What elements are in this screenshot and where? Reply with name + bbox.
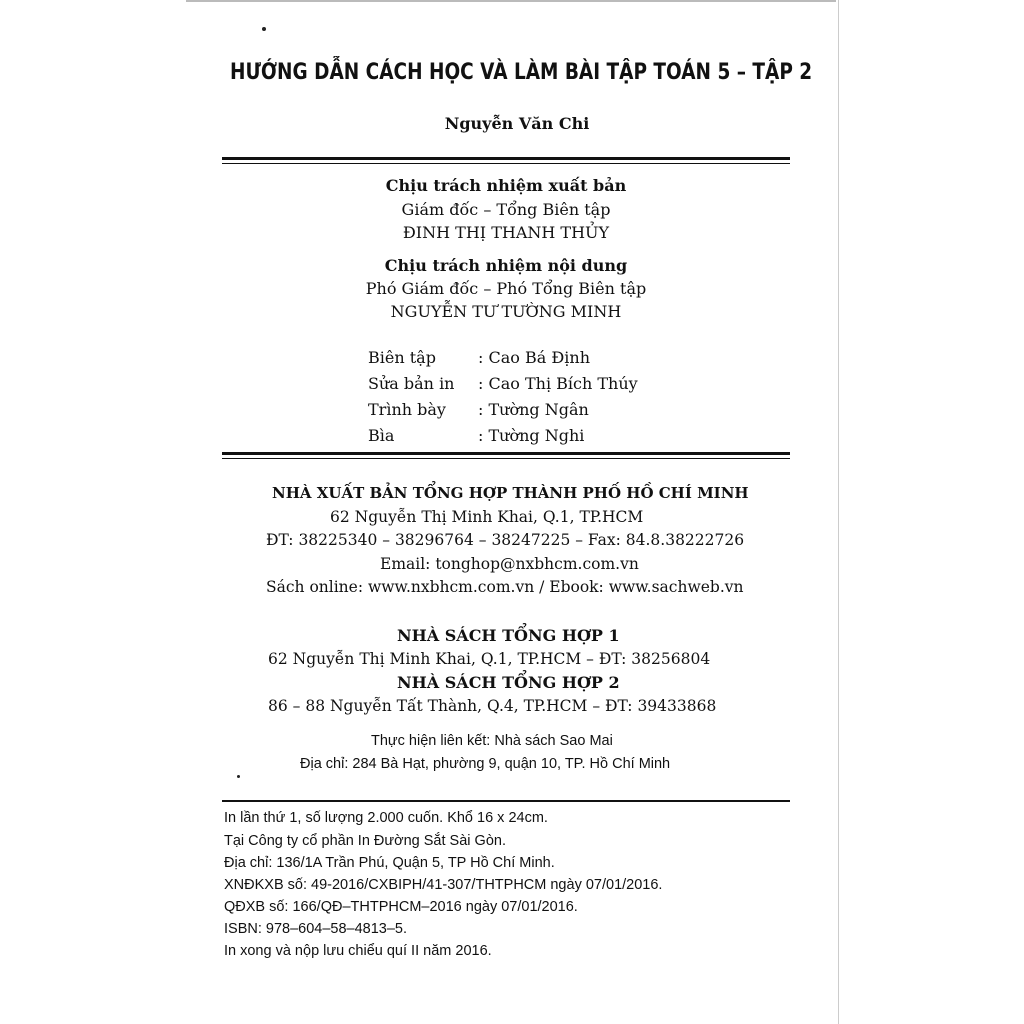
publisher-email: Email: tonghop@nxbhcm.com.vn xyxy=(380,555,639,573)
page-top-edge xyxy=(186,0,836,2)
publishing-responsibility-heading: Chịu trách nhiệm xuất bản xyxy=(385,176,627,195)
printing-line: In xong và nộp lưu chiểu quí II năm 2016. xyxy=(224,943,492,959)
printing-line: XNĐKXB số: 49-2016/CXBIPH/41-307/THTPHCM ngày 07/01/2016. xyxy=(224,877,663,893)
staff-value: : Cao Thị Bích Thúy xyxy=(478,374,638,393)
content-responsibility-name: NGUYỄN TƯ TƯỜNG MINH xyxy=(390,302,622,321)
page-right-edge xyxy=(838,0,839,1024)
double-rule-middle-thin xyxy=(222,458,790,459)
staff-value: : Tường Nghi xyxy=(478,426,585,445)
publisher-name: NHÀ XUẤT BẢN TỔNG HỢP THÀNH PHỐ HỒ CHÍ MINH xyxy=(272,484,749,502)
bookstore-1-info: 62 Nguyễn Thị Minh Khai, Q.1, TP.HCM – ĐT: 38256804 xyxy=(268,650,711,668)
publisher-phones: ĐT: 38225340 – 38296764 – 38247225 – Fax: 84.8.38222726 xyxy=(266,531,745,549)
staff-label: Bìa xyxy=(368,426,395,445)
publisher-address: 62 Nguyễn Thị Minh Khai, Q.1, TP.HCM xyxy=(330,508,644,526)
content-responsibility-heading: Chịu trách nhiệm nội dung xyxy=(384,256,628,275)
printing-line: In lần thứ 1, số lượng 2.000 cuốn. Khổ 16 x 24cm. xyxy=(224,810,548,826)
staff-label: Trình bày xyxy=(368,400,446,419)
printing-line: QĐXB số: 166/QĐ–THTPHCM–2016 ngày 07/01/2016. xyxy=(224,899,578,915)
double-rule-middle xyxy=(222,452,790,455)
printing-line: Địa chỉ: 136/1A Trần Phú, Quận 5, TP Hồ Chí Minh. xyxy=(224,855,555,871)
publishing-responsibility-role: Giám đốc – Tổng Biên tập xyxy=(401,200,611,219)
staff-label: Biên tập xyxy=(368,348,436,367)
content-responsibility-role: Phó Giám đốc – Phó Tổng Biên tập xyxy=(365,279,647,298)
publisher-online: Sách online: www.nxbhcm.com.vn / Ebook: www.sachweb.vn xyxy=(266,578,744,596)
partner-line: Thực hiện liên kết: Nhà sách Sao Mai xyxy=(371,733,613,749)
book-author: Nguyễn Văn Chi xyxy=(444,114,590,133)
publishing-responsibility-name: ĐINH THỊ THANH THỦY xyxy=(402,223,610,242)
staff-value: : Tường Ngân xyxy=(478,400,589,419)
printing-line: Tại Công ty cổ phần In Đường Sắt Sài Gòn. xyxy=(224,833,506,849)
staff-value: : Cao Bá Định xyxy=(478,348,590,367)
printing-line: ISBN: 978–604–58–4813–5. xyxy=(224,921,408,937)
bookstore-2-name: NHÀ SÁCH TỔNG HỢP 2 xyxy=(397,673,620,692)
staff-label: Sửa bản in xyxy=(368,374,455,393)
printing-rule xyxy=(222,800,790,802)
speck-mark xyxy=(237,775,240,778)
bookstore-1-name: NHÀ SÁCH TỔNG HỢP 1 xyxy=(397,626,620,645)
double-rule-top xyxy=(222,157,790,160)
double-rule-top-thin xyxy=(222,163,790,164)
bookstore-2-info: 86 – 88 Nguyễn Tất Thành, Q.4, TP.HCM – ĐT: 39433868 xyxy=(268,697,717,715)
book-title: HƯỚNG DẪN CÁCH HỌC VÀ LÀM BÀI TẬP TOÁN 5 – TẬP 2 xyxy=(230,60,813,85)
speck-mark xyxy=(262,27,266,31)
partner-address: Địa chỉ: 284 Bà Hạt, phường 9, quận 10, TP. Hồ Chí Minh xyxy=(300,756,671,772)
